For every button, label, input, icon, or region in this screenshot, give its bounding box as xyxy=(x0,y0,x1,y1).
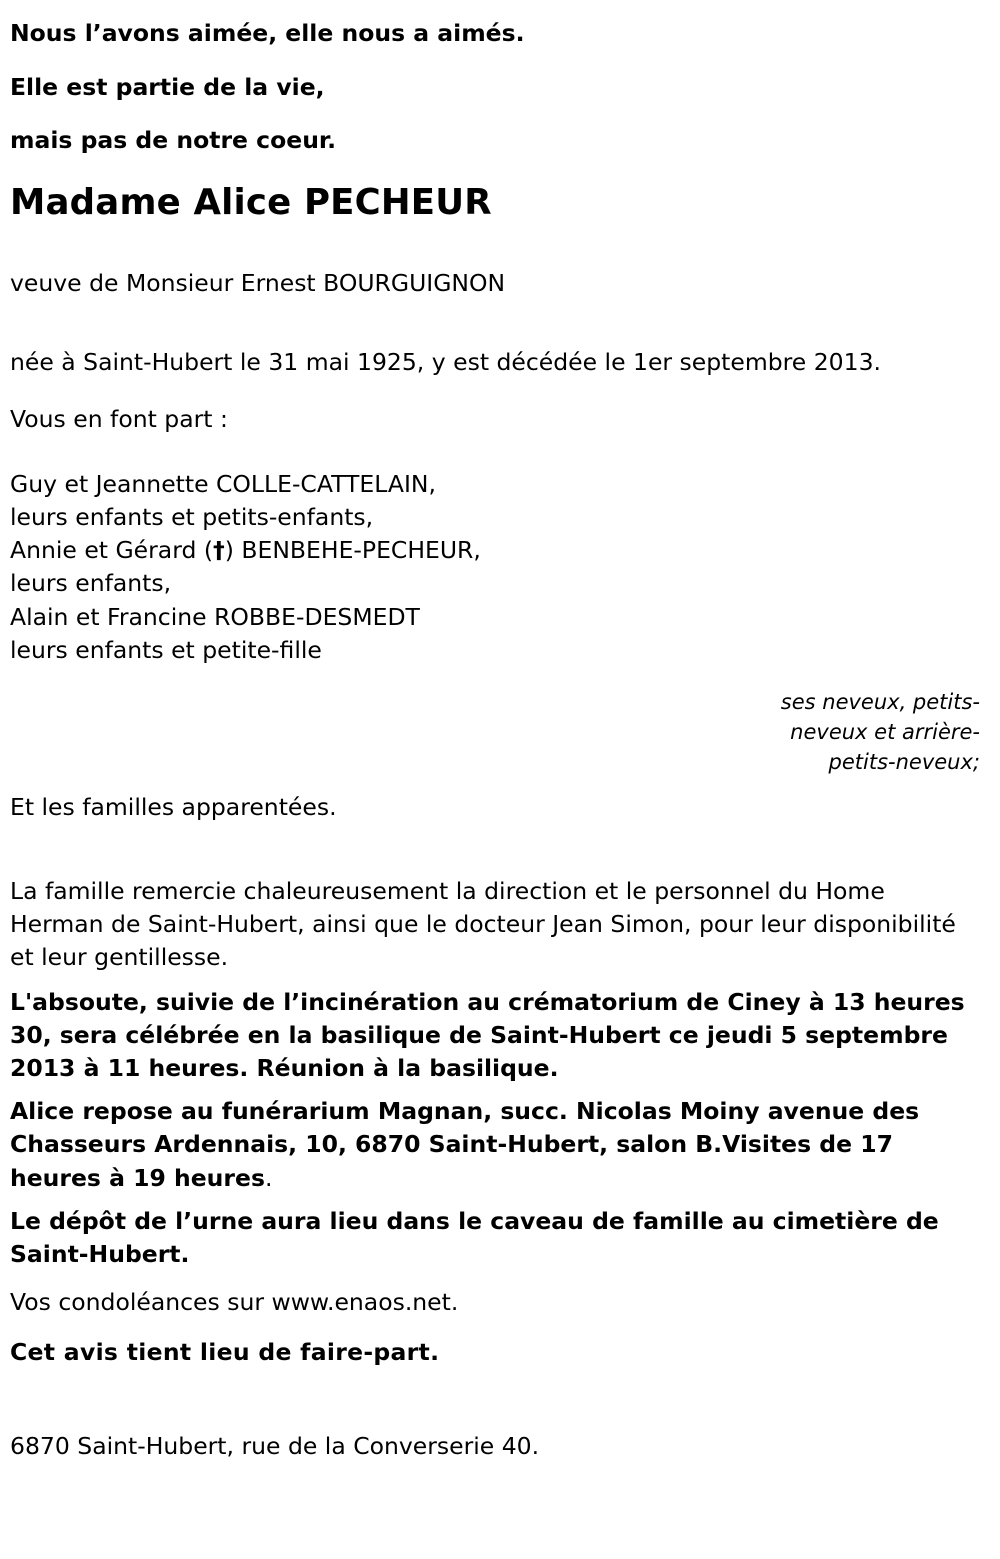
ceremony-paragraph: L'absoute, suivie de l’incinération au crématorium de Ciney à 13 heures 30, sera célébrée en la basilique de Saint-Hubert ce jeudi 5 septembre 2013 à 11 heures. Réunion à la basilique. xyxy=(10,987,965,1083)
dagger-icon: † xyxy=(213,536,225,564)
visitation-period: . xyxy=(264,1163,273,1192)
address-line: 6870 Saint-Hubert, rue de la Converserie 40. xyxy=(10,1431,540,1460)
opening-verse xyxy=(10,19,990,154)
survivor-dagger-after: ) BENBEHE-PECHEUR, xyxy=(224,536,481,564)
lifespan-line: née à Saint-Hubert le 31 mai 1925, y est décédée le 1er septembre 2013. xyxy=(10,347,882,376)
survivor-dagger-before: Annie et Gérard ( xyxy=(10,536,213,564)
verse-line-2: Elle est partie de la vie, xyxy=(10,72,325,101)
survivor-line: leurs enfants et petits-enfants, xyxy=(10,502,374,531)
survivor-line: Guy et Jeannette COLLE-CATTELAIN, xyxy=(10,469,436,498)
survivor-line: leurs enfants et petite-fille xyxy=(10,635,322,664)
condolences-line: Vos condoléances sur www.enaos.net. xyxy=(10,1287,459,1316)
survivors-list xyxy=(10,468,990,668)
urn-paragraph: Le dépôt de l’urne aura lieu dans le caveau de famille au cimetière de Saint-Hubert. xyxy=(10,1206,939,1268)
thanks-paragraph: La famille remercie chaleureusement la direction et le personnel du Home Herman de Saint-Hubert, ainsi que le docteur Jean Simon, pour leur disponibilité et leur gentillesse. xyxy=(10,877,956,971)
survivor-line: Alain et Francine ROBBE-DESMEDT xyxy=(10,602,420,631)
verse-line-3: mais pas de notre coeur. xyxy=(10,126,337,154)
visitation-text: Alice repose au funérarium Magnan, succ. Nicolas Moiny avenue des Chasseurs Ardennais, 10, 6870 Saint-Hubert, salon B.Visites de 17 heures à 19 heures xyxy=(10,1097,920,1192)
visitation-paragraph xyxy=(10,1095,975,1194)
nephews-text: ses neveux, petits-neveux et arrière-petits-neveux; xyxy=(780,690,980,775)
related-families-line: Et les familles apparentées. xyxy=(10,792,337,821)
faire-part-line: Cet avis tient lieu de faire-part. xyxy=(10,1338,440,1367)
verse-line-1: Nous l’avons aimée, elle nous a aimés. xyxy=(10,19,525,47)
survivor-line-dagger xyxy=(10,534,990,567)
nephews-block xyxy=(10,687,990,778)
survivor-line: leurs enfants, xyxy=(10,569,172,598)
deceased-name: Madame Alice PECHEUR xyxy=(10,181,492,223)
announcement-line: Vous en font part : xyxy=(10,405,228,433)
spouse-line: veuve de Monsieur Ernest BOURGUIGNON xyxy=(10,269,506,297)
